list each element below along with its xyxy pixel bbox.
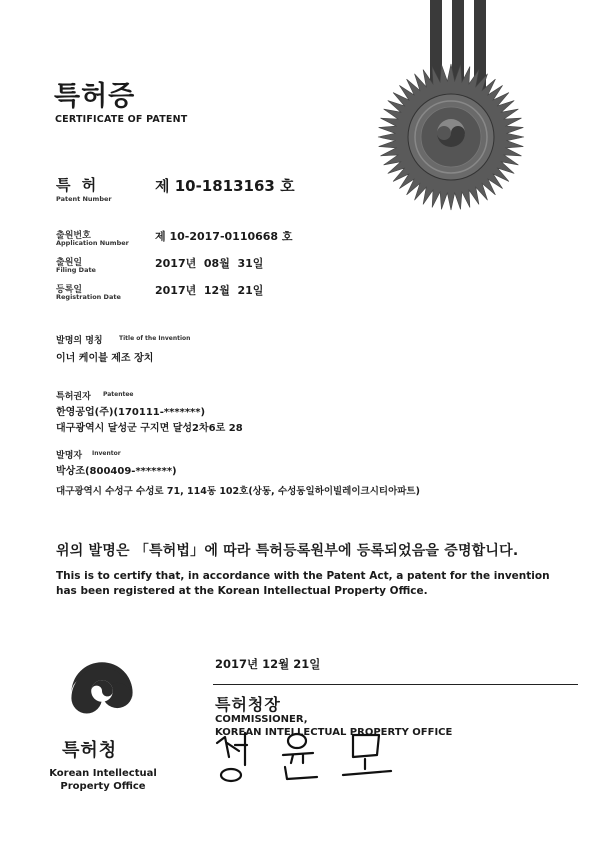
- certificate-title-en: CERTIFICATE OF PATENT: [55, 114, 188, 125]
- office-name-en-line1: Korean Intellectual: [49, 768, 157, 779]
- patentee-name: 한영공업(주)(170111-*******): [56, 407, 206, 418]
- patentee-address: 대구광역시 달성군 구지면 달성2차6로 28: [56, 423, 243, 434]
- patent-number-value: 제 10-1813163 호: [155, 177, 295, 195]
- filing-date-label-ko: 출원일: [56, 258, 83, 268]
- issue-date: 2017년 12월 21일: [215, 657, 321, 671]
- application-number-value: 제 10-2017-0110668 호: [155, 230, 293, 243]
- commissioner-signature: [205, 725, 405, 795]
- inventor-address: 대구광역시 수성구 수성로 71, 114동 102호(상동, 수성동일하이빌레이크시티아파트): [56, 486, 420, 497]
- application-number-label-en: Application Number: [56, 239, 129, 247]
- patent-number-label-ko: 특 허: [56, 176, 100, 194]
- registration-date-label-ko: 등록일: [56, 285, 83, 295]
- office-name-en-line2: Property Office: [60, 781, 146, 792]
- filing-date-label-en: Filing Date: [56, 266, 96, 274]
- commissioner-title-ko: 특허청장: [215, 695, 281, 714]
- inventor-name: 박상조(800409-*******): [56, 466, 177, 477]
- invention-label-ko: 발명의 명칭: [56, 336, 103, 346]
- patentee-label-en: Patentee: [103, 391, 134, 398]
- invention-label-en: Title of the Invention: [119, 335, 191, 342]
- patentee-label-ko: 특허권자: [56, 392, 91, 402]
- patent-number-label-en: Patent Number: [56, 195, 112, 203]
- registration-date-value: 2017년 12월 21일: [155, 284, 264, 297]
- certification-text-ko: 위의 발명은 「특허법」에 따라 특허등록원부에 등록되었음을 증명합니다.: [56, 543, 519, 559]
- starburst-seal-icon: [376, 62, 526, 212]
- application-number-label-ko: 출원번호: [56, 231, 91, 241]
- certification-text-en-line1: This is to certify that, in accordance with the Patent Act, a patent for the invention: [56, 570, 550, 582]
- certification-text-en-line2: has been registered at the Korean Intellectual Property Office.: [56, 585, 428, 597]
- invention-title: 이너 케이블 제조 장치: [56, 353, 154, 364]
- taegeuk-logo-icon: [66, 655, 138, 727]
- signature-divider: [213, 684, 578, 685]
- certificate-title-ko: 특허증: [54, 81, 136, 112]
- commissioner-title-en-line1: COMMISSIONER,: [215, 714, 308, 725]
- registration-date-label-en: Registration Date: [56, 293, 121, 301]
- office-name-ko: 특허청: [62, 740, 118, 761]
- inventor-label-en: Inventor: [92, 450, 121, 457]
- commissioner-title-en-line2: KOREAN INTELLECTUAL PROPERTY OFFICE: [215, 727, 453, 738]
- inventor-label-ko: 발명자: [56, 451, 83, 461]
- filing-date-value: 2017년 08월 31일: [155, 257, 264, 270]
